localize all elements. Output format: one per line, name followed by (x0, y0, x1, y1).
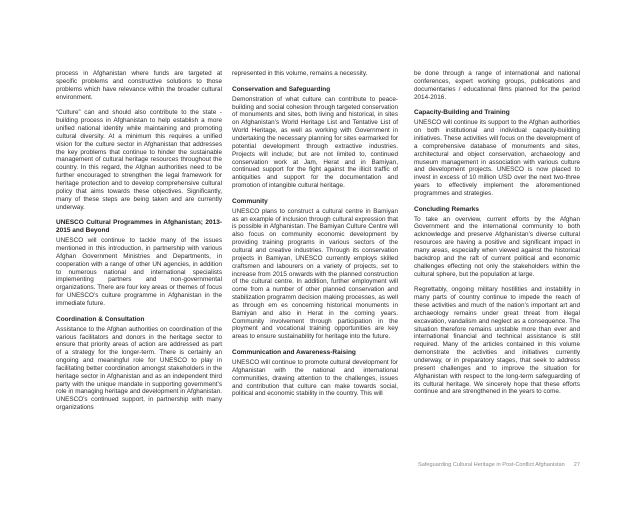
paragraph: “Culture” can and should also contribute to the state -building process in Afghanistan to help establish a more unified national identity while maintaining and promoting cultural diversity. At a minimum this requires a unified vision for the culture sector in Afghanistan that addresses the key problems that continue to hinder the sustainable management of cultural heritage resources throughout the country. In this regard, the Afghan authorities need to be further encouraged to strengthen the legal framework for heritage protection and to develop comprehensive cultural policy that aims towards these objectives. Significantly, many of these steps are being taken and are currently underway. (56, 109, 222, 211)
paragraph: To take an overview, current efforts by the Afghan Government and the international community to both acknowledge and preserve Afghanistan’s diverse cultural resources are having a positive and significant impact in many areas, especially when viewed against the historical backdrop and the raft of current political and economic challenges effecting not only the stakeholders within the cultural sphere, but the population at large. (414, 215, 580, 278)
paragraph: Assistance to the Afghan authorities on coordination of the various facilitators and donors in the heritage sector to ensure that priority areas of action are addressed as part of a strategy for the longer-term. There is certainly an ongoing and meaningful role for UNESCO to play in facilitating better coordination amongst stakeholders in the heritage sector in Afghanistan and as an independent third party with the unique mandate in supporting government’s role in managing heritage and development in Afghanistan. UNESCO’s continued support, in partnership with many organizations (56, 325, 222, 412)
paragraph: be done through a range of international and national conferences, expert working groups, publications and documentaries / educational films planned for the period 2014-2016. (414, 70, 580, 101)
section-heading: Communication and Awareness-Raising (232, 349, 356, 357)
paragraph: UNESCO will continue to tackle many of the issues mentioned in this introduction, in partnership with various Afghan Government Ministries and Departments, in cooperation with a range of other UN agencies, in addition to numerous national and international specialists implementing partners and non-governmental organizations. There are four key areas or themes of focus for UNESCO’s culture programme in Afghanistan in the immediate future. (56, 237, 222, 307)
text-column-1 (56, 70, 222, 420)
paragraph: process in Afghanistan where funds are targeted at specific problems and constructive solutions to those problems which have relevance within the broader cultural environment. (56, 70, 222, 101)
running-title: Safeguarding Cultural Heritage in Post-Conflict Afghanistan (418, 462, 565, 468)
paragraph: UNESCO will continue to promote cultural development for Afghanistan with the national and international communities, drawing attention to the challenges, issues and contribution that culture can make towards social, political and economic stability in the country. This will (232, 359, 398, 398)
text-column-3 (414, 70, 580, 404)
page-number: 27 (573, 462, 580, 468)
section-heading: Capacity-Building and Training (414, 109, 510, 117)
page-footer (414, 462, 580, 469)
paragraph: Regrettably, ongoing military hostilities and instability in many parts of country continue to impede the reach of these activities and much of the nation’s important art and archaeology remains under great threat from illegal excavation, vandalism and neglect as a consequence. The situation therefore remains unstable more than ever and international financial and technical assistance is still required. Many of the articles contained in this volume demonstrate the activities and initiatives currently underway, or in preparatory stages, that seek to address present challenges and to improve the situation for Afghanistan with respect to the long-term safeguarding of its cultural heritage. We sincerely hope that these efforts continue and are strengthened in the years to come. (414, 286, 580, 396)
section-heading: Concluding Remarks (414, 205, 480, 213)
section-heading: Conservation and Safeguarding (232, 85, 331, 93)
paragraph: represented in this volume, remains a necessity. (232, 70, 368, 77)
section-heading: UNESCO Cultural Programmes in Afghanistan; 2013- 2015 and Beyond (56, 219, 222, 235)
paragraph: Demonstration of what culture can contribute to peace-building and social cohesion through targeted conservation of monuments and sites, both living and historical, in sites on Afghanistan’s World Heritage List and Tentative List of World Heritage, as well as working with Government in undertaking the necessary planning for sites earmarked for potential development through extractive industries. Projects will include; but are not limited to, continued conservation work at Jam, Herat and in Bamiyan, continued support for the fight against the illicit traffic of antiquities and support for the documentation and promotion of intangible cultural heritage. (232, 95, 398, 190)
paragraph: UNESCO will continue its support to the Afghan authorities on both institutional and individual capacity-building initiatives. These activities will focus on the development of a comprehensive database of monuments and sites, architectural and object conservation, archaeology and museum management in association with various culture and development projects. UNESCO is now placed to invest in excess of 10 million USD over the next two-three years to effectively implement the aforementioned programmes and strategies. (414, 119, 580, 197)
paragraph: UNESCO plans to construct a cultural centre in Bamiyan as an example of inclusion through cultural expression that is possible in Afghanistan. The Bamiyan Culture Centre will also focus on community economic development by providing training programs in various sectors of the cultural and creative industries. Through its conservation projects in Bamiyan, UNESCO currently employs skilled craftsmen and labourers on a variety of projects, set to increase from 2015 onwards with the planned construction of the cultural centre. In addition, further employment will come from a number of other planned conservation and stabilization programm decision making processes, as well as through em es concerning historical monuments in Bamiyan and also in Herat in the coming years. Community involvement through participation in the ployment and vocational training opportunities are key areas to ensure sustainability for heritage into the future. (232, 207, 398, 341)
section-heading: Community (232, 197, 268, 205)
text-column-2 (232, 70, 398, 406)
section-heading: Coordination & Consultation (56, 315, 145, 323)
